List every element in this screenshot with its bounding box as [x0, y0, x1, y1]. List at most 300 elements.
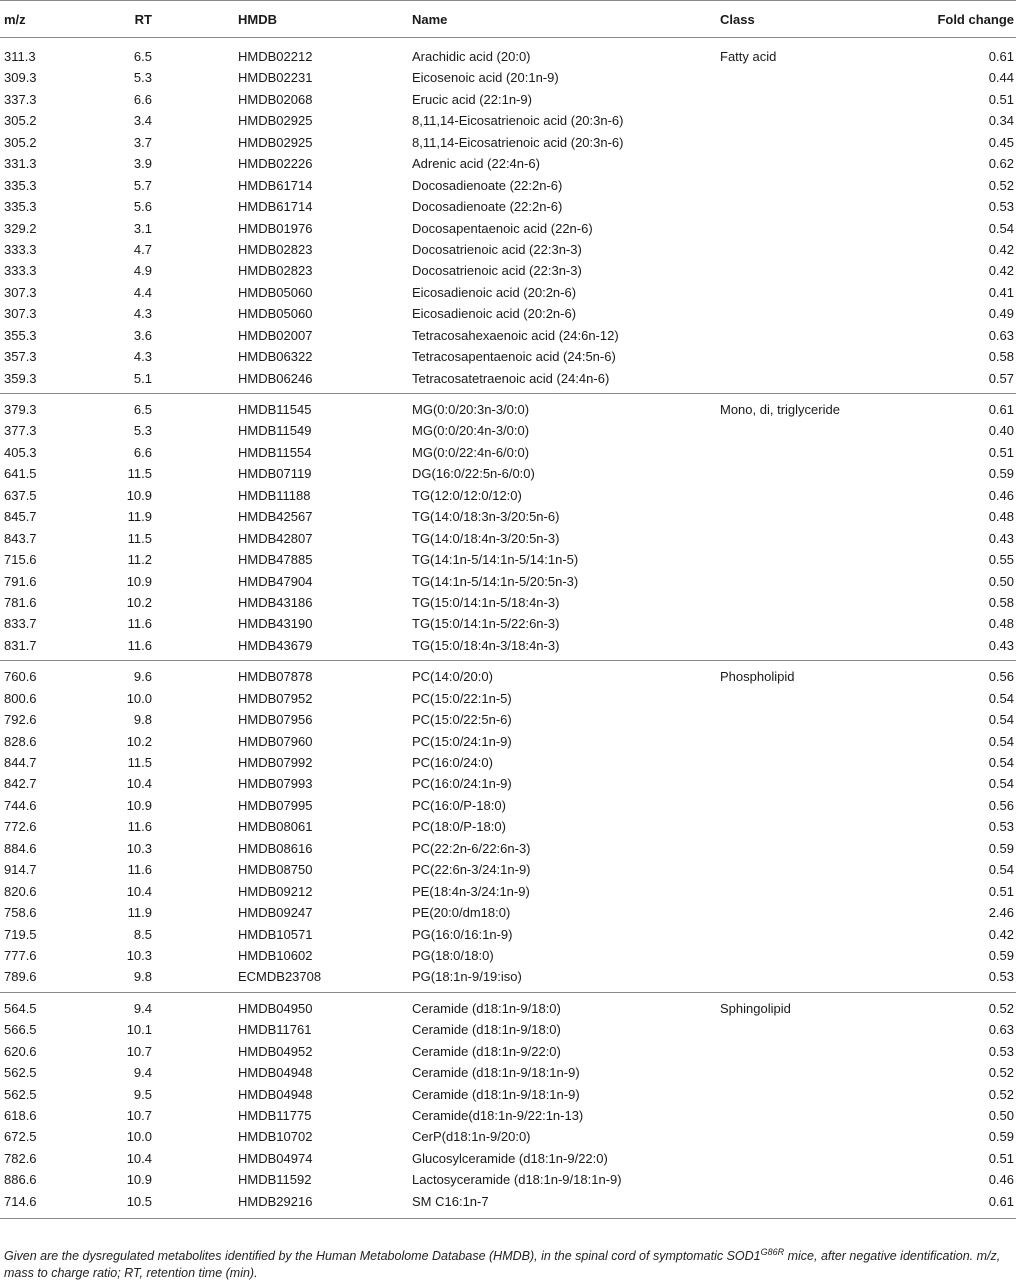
cell-hmdb: HMDB04948 — [238, 1086, 313, 1102]
cell-mz: 359.3 — [4, 370, 37, 386]
cell-rt: 10.9 — [126, 797, 152, 813]
cell-name: Adrenic acid (22:4n-6) — [412, 156, 540, 172]
cell-fold-change: 0.44 — [988, 70, 1014, 86]
table-row — [0, 731, 1016, 752]
footnote-text: Given are the dysregulated metabolites identified by the Human Metabolome Database (HMDB), in the spinal cord of symptomatic SOD1 — [4, 1249, 761, 1263]
cell-fold-change: 0.50 — [988, 1108, 1014, 1123]
cell-hmdb: HMDB04950 — [238, 1000, 313, 1016]
cell-rt: 5.6 — [133, 199, 152, 215]
cell-rt: 6.5 — [133, 49, 152, 64]
cell-mz: 831.7 — [4, 637, 37, 653]
cell-mz: 714.6 — [4, 1193, 37, 1209]
cell-mz: 843.7 — [4, 530, 37, 546]
table-row — [0, 1062, 1016, 1083]
cell-rt: 10.9 — [126, 1172, 152, 1188]
cell-hmdb: HMDB08750 — [238, 862, 313, 878]
table-row — [0, 346, 1016, 367]
cell-rt: 5.1 — [133, 370, 152, 386]
cell-hmdb: HMDB02231 — [238, 70, 313, 86]
cell-hmdb: HMDB11554 — [238, 444, 312, 460]
cell-mz: 789.6 — [4, 969, 37, 985]
cell-rt: 9.8 — [133, 712, 152, 728]
cell-fold-change: 0.58 — [988, 594, 1014, 610]
table-row — [0, 998, 1016, 1019]
cell-mz: 564.5 — [4, 1000, 37, 1016]
cell-rt: 9.4 — [133, 1000, 152, 1016]
cell-name: TG(14:0/18:4n-3/20:5n-3) — [412, 530, 560, 546]
cell-mz: 792.6 — [4, 712, 37, 728]
row-group — [0, 660, 1016, 988]
cell-mz: 620.6 — [4, 1043, 37, 1059]
cell-hmdb: HMDB04974 — [238, 1150, 313, 1166]
cell-name: Glucosylceramide (d18:1n-9/22:0) — [412, 1150, 608, 1166]
table-row — [0, 635, 1016, 656]
cell-fold-change: 0.42 — [988, 263, 1014, 279]
cell-hmdb: HMDB61714 — [238, 199, 313, 215]
cell-hmdb: HMDB47885 — [238, 552, 313, 568]
cell-fold-change: 0.59 — [988, 947, 1014, 963]
cell-fold-change: 0.53 — [988, 819, 1014, 835]
cell-fold-change: 0.52 — [988, 1000, 1014, 1016]
table-row — [0, 196, 1016, 217]
cell-rt: 4.3 — [133, 306, 152, 322]
cell-name: PC(15:0/22:1n-5) — [412, 690, 512, 706]
cell-hmdb: HMDB06246 — [238, 370, 313, 386]
table-row — [0, 613, 1016, 634]
cell-rt: 10.2 — [126, 733, 152, 749]
cell-mz: 337.3 — [4, 91, 37, 107]
header-mz: m/z — [4, 12, 26, 27]
cell-hmdb: HMDB02068 — [238, 91, 313, 107]
cell-hmdb: HMDB07992 — [238, 755, 313, 770]
table-row — [0, 218, 1016, 239]
cell-name: Docosadienoate (22:2n-6) — [412, 199, 563, 215]
cell-mz: 760.6 — [4, 669, 37, 685]
cell-name: MG(0:0/22:4n-6/0:0) — [412, 444, 530, 460]
header-name: Name — [412, 12, 448, 27]
cell-mz: 842.7 — [4, 776, 37, 792]
cell-fold-change: 0.53 — [988, 969, 1014, 985]
cell-hmdb: ECMDB23708 — [238, 969, 322, 985]
table-row — [0, 506, 1016, 527]
table-row — [0, 420, 1016, 441]
cell-mz: 772.6 — [4, 819, 37, 835]
cell-mz: 758.6 — [4, 905, 37, 921]
cell-fold-change: 0.54 — [988, 712, 1014, 728]
cell-hmdb: HMDB02212 — [238, 49, 313, 64]
cell-hmdb: HMDB09212 — [238, 883, 313, 899]
cell-mz: 333.3 — [4, 263, 37, 279]
cell-rt: 5.3 — [133, 70, 152, 86]
cell-hmdb: HMDB42807 — [238, 530, 313, 546]
cell-hmdb: HMDB01976 — [238, 220, 313, 236]
footnote-text-end: mice, after negative identification. m/z, mass to charge ratio; RT, retention time (min). — [4, 1249, 1001, 1280]
cell-fold-change: 0.54 — [988, 755, 1014, 770]
table-row — [0, 752, 1016, 773]
cell-mz: 333.3 — [4, 241, 37, 257]
cell-hmdb: HMDB61714 — [238, 177, 313, 193]
cell-mz: 844.7 — [4, 755, 37, 770]
cell-name: CerP(d18:1n-9/20:0) — [412, 1129, 531, 1145]
cell-mz: 311.3 — [4, 49, 36, 64]
cell-fold-change: 0.48 — [988, 616, 1014, 632]
footnote-superscript: G86R — [760, 1246, 785, 1257]
cell-name: MG(0:0/20:4n-3/0:0) — [412, 423, 530, 439]
cell-class: Mono, di, triglyceride — [720, 402, 840, 417]
cell-fold-change: 0.54 — [988, 220, 1014, 236]
cell-fold-change: 0.48 — [988, 509, 1014, 525]
table-row — [0, 110, 1016, 131]
cell-name: PC(16:0/24:0) — [412, 755, 493, 770]
cell-mz: 744.6 — [4, 797, 37, 813]
cell-fold-change: 0.46 — [988, 1172, 1014, 1188]
cell-hmdb: HMDB02823 — [238, 241, 313, 257]
cell-mz: 566.5 — [4, 1022, 37, 1038]
cell-rt: 11.2 — [127, 552, 152, 568]
cell-fold-change: 0.52 — [988, 1086, 1014, 1102]
table-row — [0, 945, 1016, 966]
table-row — [0, 153, 1016, 174]
cell-name: PC(16:0/24:1n-9) — [412, 776, 512, 792]
cell-mz: 329.2 — [4, 220, 37, 236]
cell-hmdb: HMDB04948 — [238, 1065, 313, 1081]
cell-name: PC(16:0/P-18:0) — [412, 797, 506, 813]
cell-class: Fatty acid — [720, 49, 777, 64]
cell-mz: 309.3 — [4, 70, 37, 86]
table-row — [0, 666, 1016, 687]
cell-name: PC(15:0/24:1n-9) — [412, 733, 512, 749]
cell-fold-change: 0.51 — [988, 91, 1014, 107]
cell-rt: 10.3 — [126, 840, 152, 856]
cell-rt: 10.9 — [126, 573, 152, 589]
cell-hmdb: HMDB09247 — [238, 905, 313, 921]
cell-hmdb: HMDB02226 — [238, 156, 313, 172]
cell-rt: 3.9 — [133, 156, 152, 172]
cell-name: TG(15:0/14:1n-5/22:6n-3) — [412, 616, 560, 632]
cell-hmdb: HMDB11545 — [238, 402, 312, 417]
cell-name: 8,11,14-Eicosatrienoic acid (20:3n-6) — [412, 113, 624, 129]
cell-fold-change: 2.46 — [988, 905, 1014, 921]
cell-hmdb: HMDB06322 — [238, 349, 313, 365]
table-row — [0, 175, 1016, 196]
cell-hmdb: HMDB43190 — [238, 616, 313, 632]
cell-mz: 828.6 — [4, 733, 37, 749]
cell-fold-change: 0.34 — [988, 113, 1014, 129]
cell-hmdb: HMDB07956 — [238, 712, 313, 728]
cell-fold-change: 0.56 — [988, 669, 1014, 685]
table-row — [0, 67, 1016, 88]
table-row — [0, 132, 1016, 153]
cell-mz: 884.6 — [4, 840, 37, 856]
cell-name: Tetracosatetraenoic acid (24:4n-6) — [412, 370, 610, 386]
cell-fold-change: 0.54 — [988, 690, 1014, 706]
table-row — [0, 325, 1016, 346]
cell-mz: 715.6 — [4, 552, 37, 568]
cell-fold-change: 0.54 — [988, 776, 1014, 792]
cell-mz: 641.5 — [4, 466, 37, 482]
cell-mz: 562.5 — [4, 1086, 37, 1102]
table-row — [0, 838, 1016, 859]
cell-rt: 11.6 — [127, 862, 152, 878]
cell-hmdb: HMDB07878 — [238, 669, 313, 685]
cell-name: TG(14:1n-5/14:1n-5/14:1n-5) — [412, 552, 579, 568]
cell-mz: 562.5 — [4, 1065, 37, 1081]
cell-name: Docosatrienoic acid (22:3n-3) — [412, 263, 582, 279]
header-class: Class — [720, 12, 755, 27]
table-row — [0, 442, 1016, 463]
cell-mz: 914.7 — [4, 862, 37, 878]
cell-hmdb: HMDB11549 — [238, 423, 312, 439]
cell-mz: 305.2 — [4, 134, 37, 150]
cell-fold-change: 0.61 — [988, 49, 1014, 64]
cell-fold-change: 0.51 — [988, 883, 1014, 899]
cell-name: Docosadienoate (22:2n-6) — [412, 177, 563, 193]
cell-hmdb: HMDB08061 — [238, 819, 313, 835]
cell-name: PC(15:0/22:5n-6) — [412, 712, 512, 728]
cell-name: Arachidic acid (20:0) — [412, 49, 531, 64]
cell-hmdb: HMDB07952 — [238, 690, 313, 706]
cell-rt: 6.5 — [133, 402, 152, 417]
table-row — [0, 528, 1016, 549]
table-row — [0, 485, 1016, 506]
cell-mz: 305.2 — [4, 113, 37, 129]
cell-mz: 357.3 — [4, 349, 37, 365]
cell-hmdb: HMDB11775 — [238, 1108, 312, 1123]
cell-rt: 11.9 — [127, 905, 152, 921]
table-row — [0, 1084, 1016, 1105]
cell-name: Ceramide (d18:1n-9/18:1n-9) — [412, 1065, 580, 1081]
cell-name: PC(14:0/20:0) — [412, 669, 493, 685]
cell-name: PG(18:0/18:0) — [412, 947, 494, 963]
cell-fold-change: 0.43 — [988, 637, 1014, 653]
cell-rt: 9.6 — [133, 669, 152, 685]
cell-rt: 6.6 — [133, 444, 152, 460]
cell-name: Lactosyceramide (d18:1n-9/18:1n-9) — [412, 1172, 622, 1188]
cell-fold-change: 0.63 — [988, 1022, 1014, 1038]
cell-hmdb: HMDB02007 — [238, 327, 313, 343]
cell-mz: 845.7 — [4, 509, 37, 525]
cell-rt: 11.5 — [127, 530, 152, 546]
table-row — [0, 816, 1016, 837]
cell-hmdb: HMDB47904 — [238, 573, 313, 589]
cell-name: PC(22:6n-3/24:1n-9) — [412, 862, 531, 878]
table-row — [0, 282, 1016, 303]
cell-fold-change: 0.43 — [988, 530, 1014, 546]
cell-hmdb: HMDB07960 — [238, 733, 313, 749]
cell-name: Tetracosapentaenoic acid (24:5n-6) — [412, 349, 616, 365]
cell-rt: 10.9 — [126, 487, 152, 503]
cell-fold-change: 0.50 — [988, 573, 1014, 589]
cell-hmdb: HMDB08616 — [238, 840, 313, 856]
cell-mz: 377.3 — [4, 423, 37, 439]
cell-mz: 335.3 — [4, 177, 37, 193]
cell-rt: 11.5 — [127, 755, 152, 770]
table-row — [0, 303, 1016, 324]
cell-mz: 335.3 — [4, 199, 37, 215]
cell-name: Ceramide (d18:1n-9/18:0) — [412, 1022, 561, 1038]
cell-rt: 3.4 — [133, 113, 152, 129]
cell-fold-change: 0.40 — [988, 423, 1014, 439]
cell-hmdb: HMDB07993 — [238, 776, 313, 792]
table-row — [0, 1191, 1016, 1212]
cell-hmdb: HMDB07119 — [238, 466, 312, 482]
cell-rt: 10.7 — [126, 1043, 152, 1059]
cell-name: PG(16:0/16:1n-9) — [412, 926, 513, 942]
cell-rt: 10.1 — [126, 1022, 152, 1038]
cell-fold-change: 0.59 — [988, 840, 1014, 856]
cell-rt: 9.8 — [133, 969, 152, 985]
cell-mz: 820.6 — [4, 883, 37, 899]
cell-rt: 5.7 — [133, 177, 152, 193]
cell-fold-change: 0.56 — [988, 797, 1014, 813]
cell-rt: 11.9 — [127, 509, 152, 525]
cell-fold-change: 0.59 — [988, 466, 1014, 482]
table-row — [0, 881, 1016, 902]
cell-fold-change: 0.51 — [988, 444, 1014, 460]
cell-fold-change: 0.42 — [988, 241, 1014, 257]
cell-fold-change: 0.58 — [988, 349, 1014, 365]
cell-mz: 886.6 — [4, 1172, 37, 1188]
table-row — [0, 859, 1016, 880]
cell-fold-change: 0.49 — [988, 306, 1014, 322]
cell-hmdb: HMDB29216 — [238, 1193, 313, 1209]
cell-name: TG(15:0/18:4n-3/18:4n-3) — [412, 637, 560, 653]
cell-mz: 331.3 — [4, 156, 37, 172]
cell-name: Ceramide (d18:1n-9/18:1n-9) — [412, 1086, 580, 1102]
cell-name: TG(15:0/14:1n-5/18:4n-3) — [412, 594, 560, 610]
cell-hmdb: HMDB10702 — [238, 1129, 313, 1145]
cell-name: DG(16:0/22:5n-6/0:0) — [412, 466, 535, 482]
cell-mz: 637.5 — [4, 487, 37, 503]
cell-rt: 3.6 — [133, 327, 152, 343]
table-row — [0, 924, 1016, 945]
cell-fold-change: 0.53 — [988, 1043, 1014, 1059]
cell-fold-change: 0.52 — [988, 177, 1014, 193]
cell-name: Tetracosahexaenoic acid (24:6n-12) — [412, 327, 619, 343]
table-row — [0, 260, 1016, 281]
header-hmdb: HMDB — [238, 12, 277, 27]
cell-rt: 3.1 — [133, 220, 152, 236]
table-row — [0, 463, 1016, 484]
cell-rt: 11.6 — [127, 637, 152, 653]
cell-hmdb: HMDB10571 — [238, 926, 313, 942]
row-group — [0, 992, 1016, 1212]
cell-name: PG(18:1n-9/19:iso) — [412, 969, 522, 985]
cell-fold-change: 0.51 — [988, 1150, 1014, 1166]
cell-rt: 4.9 — [133, 263, 152, 279]
cell-rt: 5.3 — [133, 423, 152, 439]
cell-name: 8,11,14-Eicosatrienoic acid (20:3n-6) — [412, 134, 624, 150]
table-row — [0, 1126, 1016, 1147]
cell-mz: 355.3 — [4, 327, 37, 343]
row-group — [0, 46, 1016, 389]
cell-hmdb: HMDB11592 — [238, 1172, 312, 1188]
cell-fold-change: 0.41 — [988, 284, 1014, 300]
cell-name: TG(14:0/18:3n-3/20:5n-6) — [412, 509, 560, 525]
cell-fold-change: 0.63 — [988, 327, 1014, 343]
cell-fold-change: 0.42 — [988, 926, 1014, 942]
cell-mz: 618.6 — [4, 1108, 37, 1123]
table-row — [0, 773, 1016, 794]
cell-name: SM C16:1n-7 — [412, 1193, 489, 1209]
cell-rt: 11.5 — [127, 466, 152, 482]
cell-rt: 6.6 — [133, 91, 152, 107]
cell-class: Sphingolipid — [720, 1000, 791, 1016]
cell-fold-change: 0.59 — [988, 1129, 1014, 1145]
table-row — [0, 46, 1016, 67]
cell-hmdb: HMDB11188 — [238, 487, 311, 503]
cell-mz: 781.6 — [4, 594, 37, 610]
cell-mz: 307.3 — [4, 284, 37, 300]
cell-hmdb: HMDB04952 — [238, 1043, 313, 1059]
cell-mz: 307.3 — [4, 306, 37, 322]
cell-name: PC(22:2n-6/22:6n-3) — [412, 840, 531, 856]
cell-fold-change: 0.46 — [988, 487, 1014, 503]
table-row — [0, 688, 1016, 709]
cell-fold-change: 0.57 — [988, 370, 1014, 386]
cell-fold-change: 0.54 — [988, 733, 1014, 749]
cell-class: Phospholipid — [720, 669, 795, 685]
cell-fold-change: 0.53 — [988, 199, 1014, 215]
table-row — [0, 902, 1016, 923]
cell-mz: 777.6 — [4, 947, 37, 963]
cell-hmdb: HMDB02925 — [238, 134, 313, 150]
cell-name: PE(20:0/dm18:0) — [412, 905, 511, 921]
cell-mz: 405.3 — [4, 444, 37, 460]
cell-mz: 719.5 — [4, 926, 37, 942]
cell-hmdb: HMDB05060 — [238, 306, 313, 322]
header-rt: RT — [134, 12, 152, 27]
cell-mz: 833.7 — [4, 616, 37, 632]
cell-name: MG(0:0/20:3n-3/0:0) — [412, 402, 530, 417]
cell-name: Ceramide(d18:1n-9/22:1n-13) — [412, 1108, 584, 1123]
table-row — [0, 1105, 1016, 1126]
table-row — [0, 89, 1016, 110]
cell-mz: 379.3 — [4, 402, 37, 417]
cell-rt: 4.7 — [133, 241, 152, 257]
cell-hmdb: HMDB02823 — [238, 263, 313, 279]
cell-rt: 3.7 — [133, 134, 152, 150]
table-header — [0, 0, 1016, 38]
table-row — [0, 709, 1016, 730]
table-body — [0, 46, 1016, 1212]
cell-rt: 10.4 — [126, 776, 152, 792]
cell-name: Ceramide (d18:1n-9/18:0) — [412, 1000, 561, 1016]
cell-name: Eicosadienoic acid (20:2n-6) — [412, 306, 577, 322]
table-row — [0, 399, 1016, 420]
table-row — [0, 1148, 1016, 1169]
cell-fold-change: 0.54 — [988, 862, 1014, 878]
cell-rt: 10.4 — [126, 883, 152, 899]
cell-hmdb: HMDB02925 — [238, 113, 313, 129]
table-row — [0, 239, 1016, 260]
table-row — [0, 1169, 1016, 1190]
cell-fold-change: 0.45 — [988, 134, 1014, 150]
table-row — [0, 1041, 1016, 1062]
table-row — [0, 592, 1016, 613]
cell-name: Ceramide (d18:1n-9/22:0) — [412, 1043, 561, 1059]
table-row — [0, 549, 1016, 570]
cell-name: Docosapentaenoic acid (22n-6) — [412, 220, 593, 236]
cell-name: Erucic acid (22:1n-9) — [412, 91, 532, 107]
table-row — [0, 966, 1016, 987]
cell-name: PC(18:0/P-18:0) — [412, 819, 506, 835]
cell-rt: 10.0 — [126, 690, 152, 706]
cell-hmdb: HMDB07995 — [238, 797, 313, 813]
cell-hmdb: HMDB10602 — [238, 947, 313, 963]
row-group — [0, 393, 1016, 656]
table-row — [0, 795, 1016, 816]
